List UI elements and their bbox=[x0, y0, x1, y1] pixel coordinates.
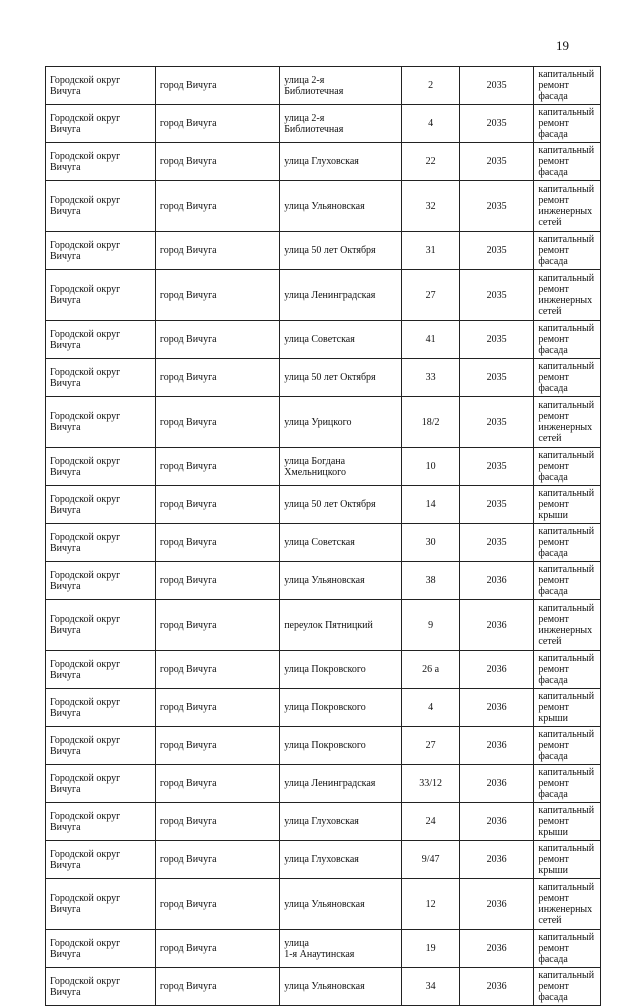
district-cell: Городской округ Вичуга bbox=[46, 67, 156, 105]
street-cell: улица Ульяновская bbox=[280, 181, 402, 232]
year-cell: 2036 bbox=[460, 727, 534, 765]
district-cell: Городской округ Вичуга bbox=[46, 930, 156, 968]
work-type-cell: капитальный ремонт фасада bbox=[534, 524, 601, 562]
street-cell: улица Ульяновская bbox=[280, 562, 402, 600]
district-cell: Городской округ Вичуга bbox=[46, 486, 156, 524]
street-cell: улица Ленинградская bbox=[280, 765, 402, 803]
district-cell: Городской округ Вичуга bbox=[46, 232, 156, 270]
street-cell: улица Глуховская bbox=[280, 143, 402, 181]
district-cell: Городской округ Вичуга bbox=[46, 359, 156, 397]
work-type-cell: капитальный ремонт фасада bbox=[534, 765, 601, 803]
city-cell: город Вичуга bbox=[155, 727, 279, 765]
work-type-cell: капитальный ремонт фасада bbox=[534, 968, 601, 1006]
table-row bbox=[46, 359, 601, 397]
house-number-cell: 33 bbox=[402, 359, 460, 397]
table-row bbox=[46, 930, 601, 968]
table-row bbox=[46, 600, 601, 651]
district-cell: Городской округ Вичуга bbox=[46, 448, 156, 486]
work-type-cell: капитальный ремонт инженерных сетей bbox=[534, 879, 601, 930]
district-cell: Городской округ Вичуга bbox=[46, 727, 156, 765]
street-cell: улица 50 лет Октября bbox=[280, 232, 402, 270]
year-cell: 2036 bbox=[460, 803, 534, 841]
city-cell: город Вичуга bbox=[155, 181, 279, 232]
city-cell: город Вичуга bbox=[155, 841, 279, 879]
city-cell: город Вичуга bbox=[155, 105, 279, 143]
city-cell: город Вичуга bbox=[155, 689, 279, 727]
work-type-cell: капитальный ремонт инженерных сетей bbox=[534, 181, 601, 232]
street-cell: улица 50 лет Октября bbox=[280, 359, 402, 397]
district-cell: Городской округ Вичуга bbox=[46, 600, 156, 651]
table-row bbox=[46, 270, 601, 321]
street-cell: переулок Пятницкий bbox=[280, 600, 402, 651]
work-type-cell: капитальный ремонт фасада bbox=[534, 359, 601, 397]
district-cell: Городской округ Вичуга bbox=[46, 397, 156, 448]
district-cell: Городской округ Вичуга bbox=[46, 765, 156, 803]
table-row bbox=[46, 803, 601, 841]
district-cell: Городской округ Вичуга bbox=[46, 879, 156, 930]
house-number-cell: 41 bbox=[402, 321, 460, 359]
city-cell: город Вичуга bbox=[155, 359, 279, 397]
house-number-cell: 33/12 bbox=[402, 765, 460, 803]
year-cell: 2035 bbox=[460, 105, 534, 143]
table-row bbox=[46, 105, 601, 143]
work-type-cell: капитальный ремонт крыши bbox=[534, 841, 601, 879]
year-cell: 2035 bbox=[460, 67, 534, 105]
year-cell: 2036 bbox=[460, 562, 534, 600]
district-cell: Городской округ Вичуга bbox=[46, 968, 156, 1006]
street-cell: улица 2-я Библиотечная bbox=[280, 105, 402, 143]
street-cell: улица Советская bbox=[280, 321, 402, 359]
city-cell: город Вичуга bbox=[155, 448, 279, 486]
house-number-cell: 18/2 bbox=[402, 397, 460, 448]
street-cell: улица Богдана Хмельницкого bbox=[280, 448, 402, 486]
work-type-cell: капитальный ремонт инженерных сетей bbox=[534, 600, 601, 651]
city-cell: город Вичуга bbox=[155, 879, 279, 930]
house-number-cell: 4 bbox=[402, 105, 460, 143]
work-type-cell: капитальный ремонт фасада bbox=[534, 232, 601, 270]
table-row bbox=[46, 524, 601, 562]
district-cell: Городской округ Вичуга bbox=[46, 841, 156, 879]
house-number-cell: 22 bbox=[402, 143, 460, 181]
street-cell: улица Ульяновская bbox=[280, 879, 402, 930]
street-cell: улица Покровского bbox=[280, 651, 402, 689]
street-cell: улица Урицкого bbox=[280, 397, 402, 448]
district-cell: Городской округ Вичуга bbox=[46, 689, 156, 727]
street-cell: улица Советская bbox=[280, 524, 402, 562]
year-cell: 2035 bbox=[460, 232, 534, 270]
year-cell: 2036 bbox=[460, 841, 534, 879]
year-cell: 2035 bbox=[460, 448, 534, 486]
table-row bbox=[46, 448, 601, 486]
city-cell: город Вичуга bbox=[155, 524, 279, 562]
work-type-cell: капитальный ремонт фасада bbox=[534, 930, 601, 968]
city-cell: город Вичуга bbox=[155, 486, 279, 524]
street-cell: улица Ульяновская bbox=[280, 968, 402, 1006]
table-body bbox=[46, 67, 601, 1006]
city-cell: город Вичуга bbox=[155, 232, 279, 270]
table-row bbox=[46, 651, 601, 689]
table-row bbox=[46, 879, 601, 930]
table-row bbox=[46, 143, 601, 181]
house-number-cell: 4 bbox=[402, 689, 460, 727]
house-number-cell: 34 bbox=[402, 968, 460, 1006]
year-cell: 2036 bbox=[460, 879, 534, 930]
house-number-cell: 32 bbox=[402, 181, 460, 232]
work-type-cell: капитальный ремонт крыши bbox=[534, 689, 601, 727]
table-row bbox=[46, 67, 601, 105]
year-cell: 2036 bbox=[460, 968, 534, 1006]
work-type-cell: капитальный ремонт фасада bbox=[534, 651, 601, 689]
district-cell: Городской округ Вичуга bbox=[46, 803, 156, 841]
district-cell: Городской округ Вичуга bbox=[46, 105, 156, 143]
table-row bbox=[46, 841, 601, 879]
house-number-cell: 27 bbox=[402, 270, 460, 321]
house-number-cell: 31 bbox=[402, 232, 460, 270]
house-number-cell: 9 bbox=[402, 600, 460, 651]
house-number-cell: 9/47 bbox=[402, 841, 460, 879]
city-cell: город Вичуга bbox=[155, 600, 279, 651]
year-cell: 2035 bbox=[460, 486, 534, 524]
city-cell: город Вичуга bbox=[155, 765, 279, 803]
year-cell: 2036 bbox=[460, 765, 534, 803]
year-cell: 2035 bbox=[460, 359, 534, 397]
city-cell: город Вичуга bbox=[155, 143, 279, 181]
city-cell: город Вичуга bbox=[155, 930, 279, 968]
table-row bbox=[46, 968, 601, 1006]
district-cell: Городской округ Вичуга bbox=[46, 143, 156, 181]
house-number-cell: 2 bbox=[402, 67, 460, 105]
street-cell: улица 1-я Анаутинская bbox=[280, 930, 402, 968]
table-row bbox=[46, 486, 601, 524]
year-cell: 2035 bbox=[460, 143, 534, 181]
city-cell: город Вичуга bbox=[155, 67, 279, 105]
table-row bbox=[46, 321, 601, 359]
house-number-cell: 12 bbox=[402, 879, 460, 930]
city-cell: город Вичуга bbox=[155, 562, 279, 600]
house-number-cell: 10 bbox=[402, 448, 460, 486]
work-type-cell: капитальный ремонт инженерных сетей bbox=[534, 270, 601, 321]
house-number-cell: 24 bbox=[402, 803, 460, 841]
year-cell: 2036 bbox=[460, 600, 534, 651]
house-number-cell: 14 bbox=[402, 486, 460, 524]
city-cell: город Вичуга bbox=[155, 397, 279, 448]
table-row bbox=[46, 689, 601, 727]
street-cell: улица Глуховская bbox=[280, 803, 402, 841]
street-cell: улица Покровского bbox=[280, 689, 402, 727]
table-row bbox=[46, 562, 601, 600]
year-cell: 2036 bbox=[460, 651, 534, 689]
work-type-cell: капитальный ремонт инженерных сетей bbox=[534, 397, 601, 448]
work-type-cell: капитальный ремонт фасада bbox=[534, 143, 601, 181]
table-row bbox=[46, 727, 601, 765]
house-number-cell: 26 а bbox=[402, 651, 460, 689]
work-type-cell: капитальный ремонт фасада bbox=[534, 562, 601, 600]
year-cell: 2035 bbox=[460, 321, 534, 359]
work-type-cell: капитальный ремонт фасада bbox=[534, 727, 601, 765]
housing-registry-table bbox=[45, 66, 601, 1006]
year-cell: 2036 bbox=[460, 930, 534, 968]
year-cell: 2036 bbox=[460, 689, 534, 727]
district-cell: Городской округ Вичуга bbox=[46, 321, 156, 359]
street-cell: улица Покровского bbox=[280, 727, 402, 765]
table-row bbox=[46, 765, 601, 803]
work-type-cell: капитальный ремонт фасада bbox=[534, 67, 601, 105]
page-number: 19 bbox=[556, 38, 569, 53]
year-cell: 2035 bbox=[460, 181, 534, 232]
district-cell: Городской округ Вичуга bbox=[46, 651, 156, 689]
table-row bbox=[46, 232, 601, 270]
house-number-cell: 19 bbox=[402, 930, 460, 968]
year-cell: 2035 bbox=[460, 524, 534, 562]
table-row bbox=[46, 181, 601, 232]
year-cell: 2035 bbox=[460, 397, 534, 448]
work-type-cell: капитальный ремонт фасада bbox=[534, 321, 601, 359]
table-row bbox=[46, 397, 601, 448]
city-cell: город Вичуга bbox=[155, 803, 279, 841]
city-cell: город Вичуга bbox=[155, 270, 279, 321]
district-cell: Городской округ Вичуга bbox=[46, 181, 156, 232]
street-cell: улица Ленинградская bbox=[280, 270, 402, 321]
work-type-cell: капитальный ремонт фасада bbox=[534, 105, 601, 143]
year-cell: 2035 bbox=[460, 270, 534, 321]
work-type-cell: капитальный ремонт крыши bbox=[534, 486, 601, 524]
city-cell: город Вичуга bbox=[155, 968, 279, 1006]
district-cell: Городской округ Вичуга bbox=[46, 524, 156, 562]
street-cell: улица 50 лет Октября bbox=[280, 486, 402, 524]
work-type-cell: капитальный ремонт крыши bbox=[534, 803, 601, 841]
district-cell: Городской округ Вичуга bbox=[46, 562, 156, 600]
city-cell: город Вичуга bbox=[155, 321, 279, 359]
city-cell: город Вичуга bbox=[155, 651, 279, 689]
house-number-cell: 27 bbox=[402, 727, 460, 765]
house-number-cell: 30 bbox=[402, 524, 460, 562]
district-cell: Городской округ Вичуга bbox=[46, 270, 156, 321]
street-cell: улица Глуховская bbox=[280, 841, 402, 879]
street-cell: улица 2-я Библиотечная bbox=[280, 67, 402, 105]
work-type-cell: капитальный ремонт фасада bbox=[534, 448, 601, 486]
house-number-cell: 38 bbox=[402, 562, 460, 600]
